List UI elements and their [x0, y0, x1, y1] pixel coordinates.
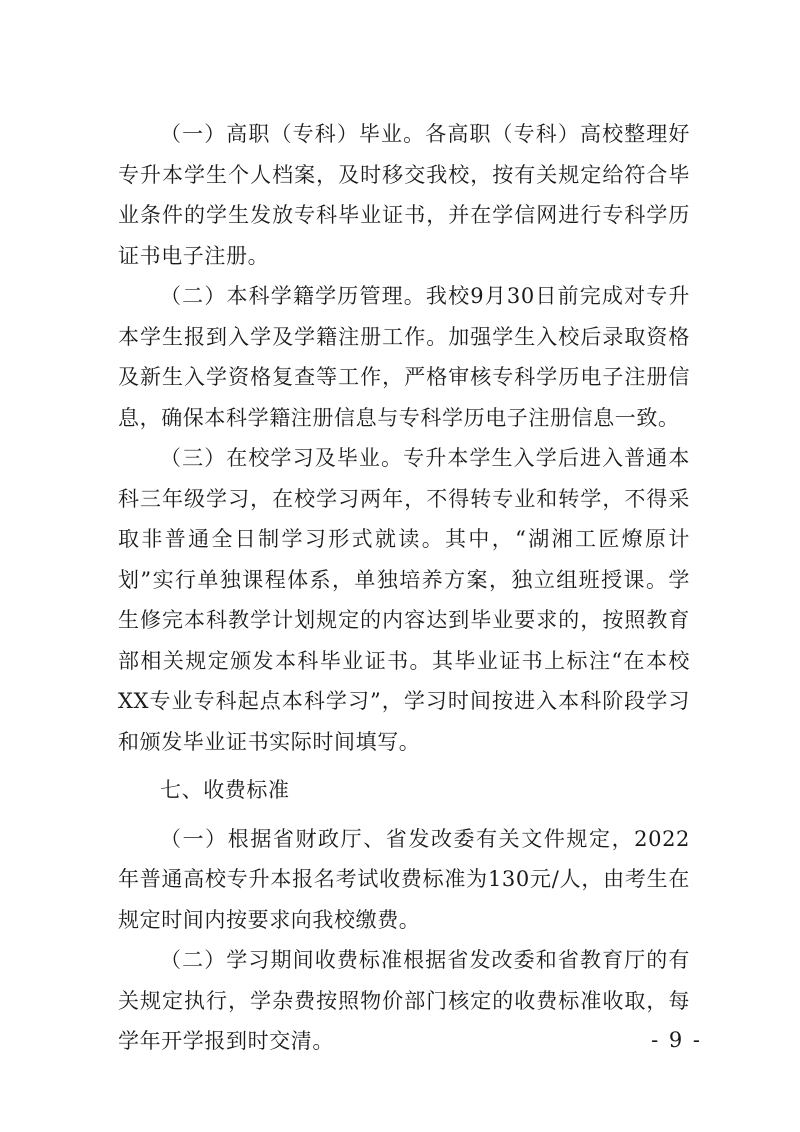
paragraph-graduation-vocational: （一）高职（专科）毕业。各高职（专科）高校整理好专升本学生个人档案，及时移交我校，按有关规定给符合毕业条件的学生发放专科毕业证书，并在学信网进行专科学历证书电子注册。 — [118, 122, 690, 268]
section-heading-fees: 七、收费标准 — [160, 778, 290, 802]
paragraph-tuition-fee: （二）学习期间收费标准根据省发改委和省教育厅的有关规定执行，学杂费按照物价部门核定的收费标准收取，每学年开学报到时交清。 — [118, 948, 690, 1053]
paragraph-enrollment-management: （二）本科学籍学历管理。我校9月30日前完成对专升本学生报到入学及学籍注册工作。加强学生入校后录取资格及新生入学资格复查等工作，严格审核专科学历电子注册信息，确保本科学籍注册信息与专科学历电子注册信息一致。 — [118, 284, 690, 430]
page-number: - 9 - — [651, 1028, 702, 1052]
paragraph-study-and-graduation: （三）在校学习及毕业。专升本学生入学后进入普通本科三年级学习，在校学习两年，不得转专业和转学，不得采取非普通全日制学习形式就读。其中，“湖湘工匠燎原计划”实行单独课程体系，单独培养方案，独立组班授课。学生修完本科教学计划规定的内容达到毕业要求的，按照教育部相关规定颁发本科毕业证书。其毕业证书上标注“在本校XX专业专科起点本科学习”，学习时间按进入本科阶段学习和颁发毕业证书实际时间填写。 — [118, 446, 690, 754]
document-body — [118, 114, 690, 1062]
paragraph-exam-fee: （一）根据省财政厅、省发改委有关文件规定，2022年普通高校专升本报名考试收费标准为130元/人，由考生在规定时间内按要求向我校缴费。 — [118, 826, 690, 932]
